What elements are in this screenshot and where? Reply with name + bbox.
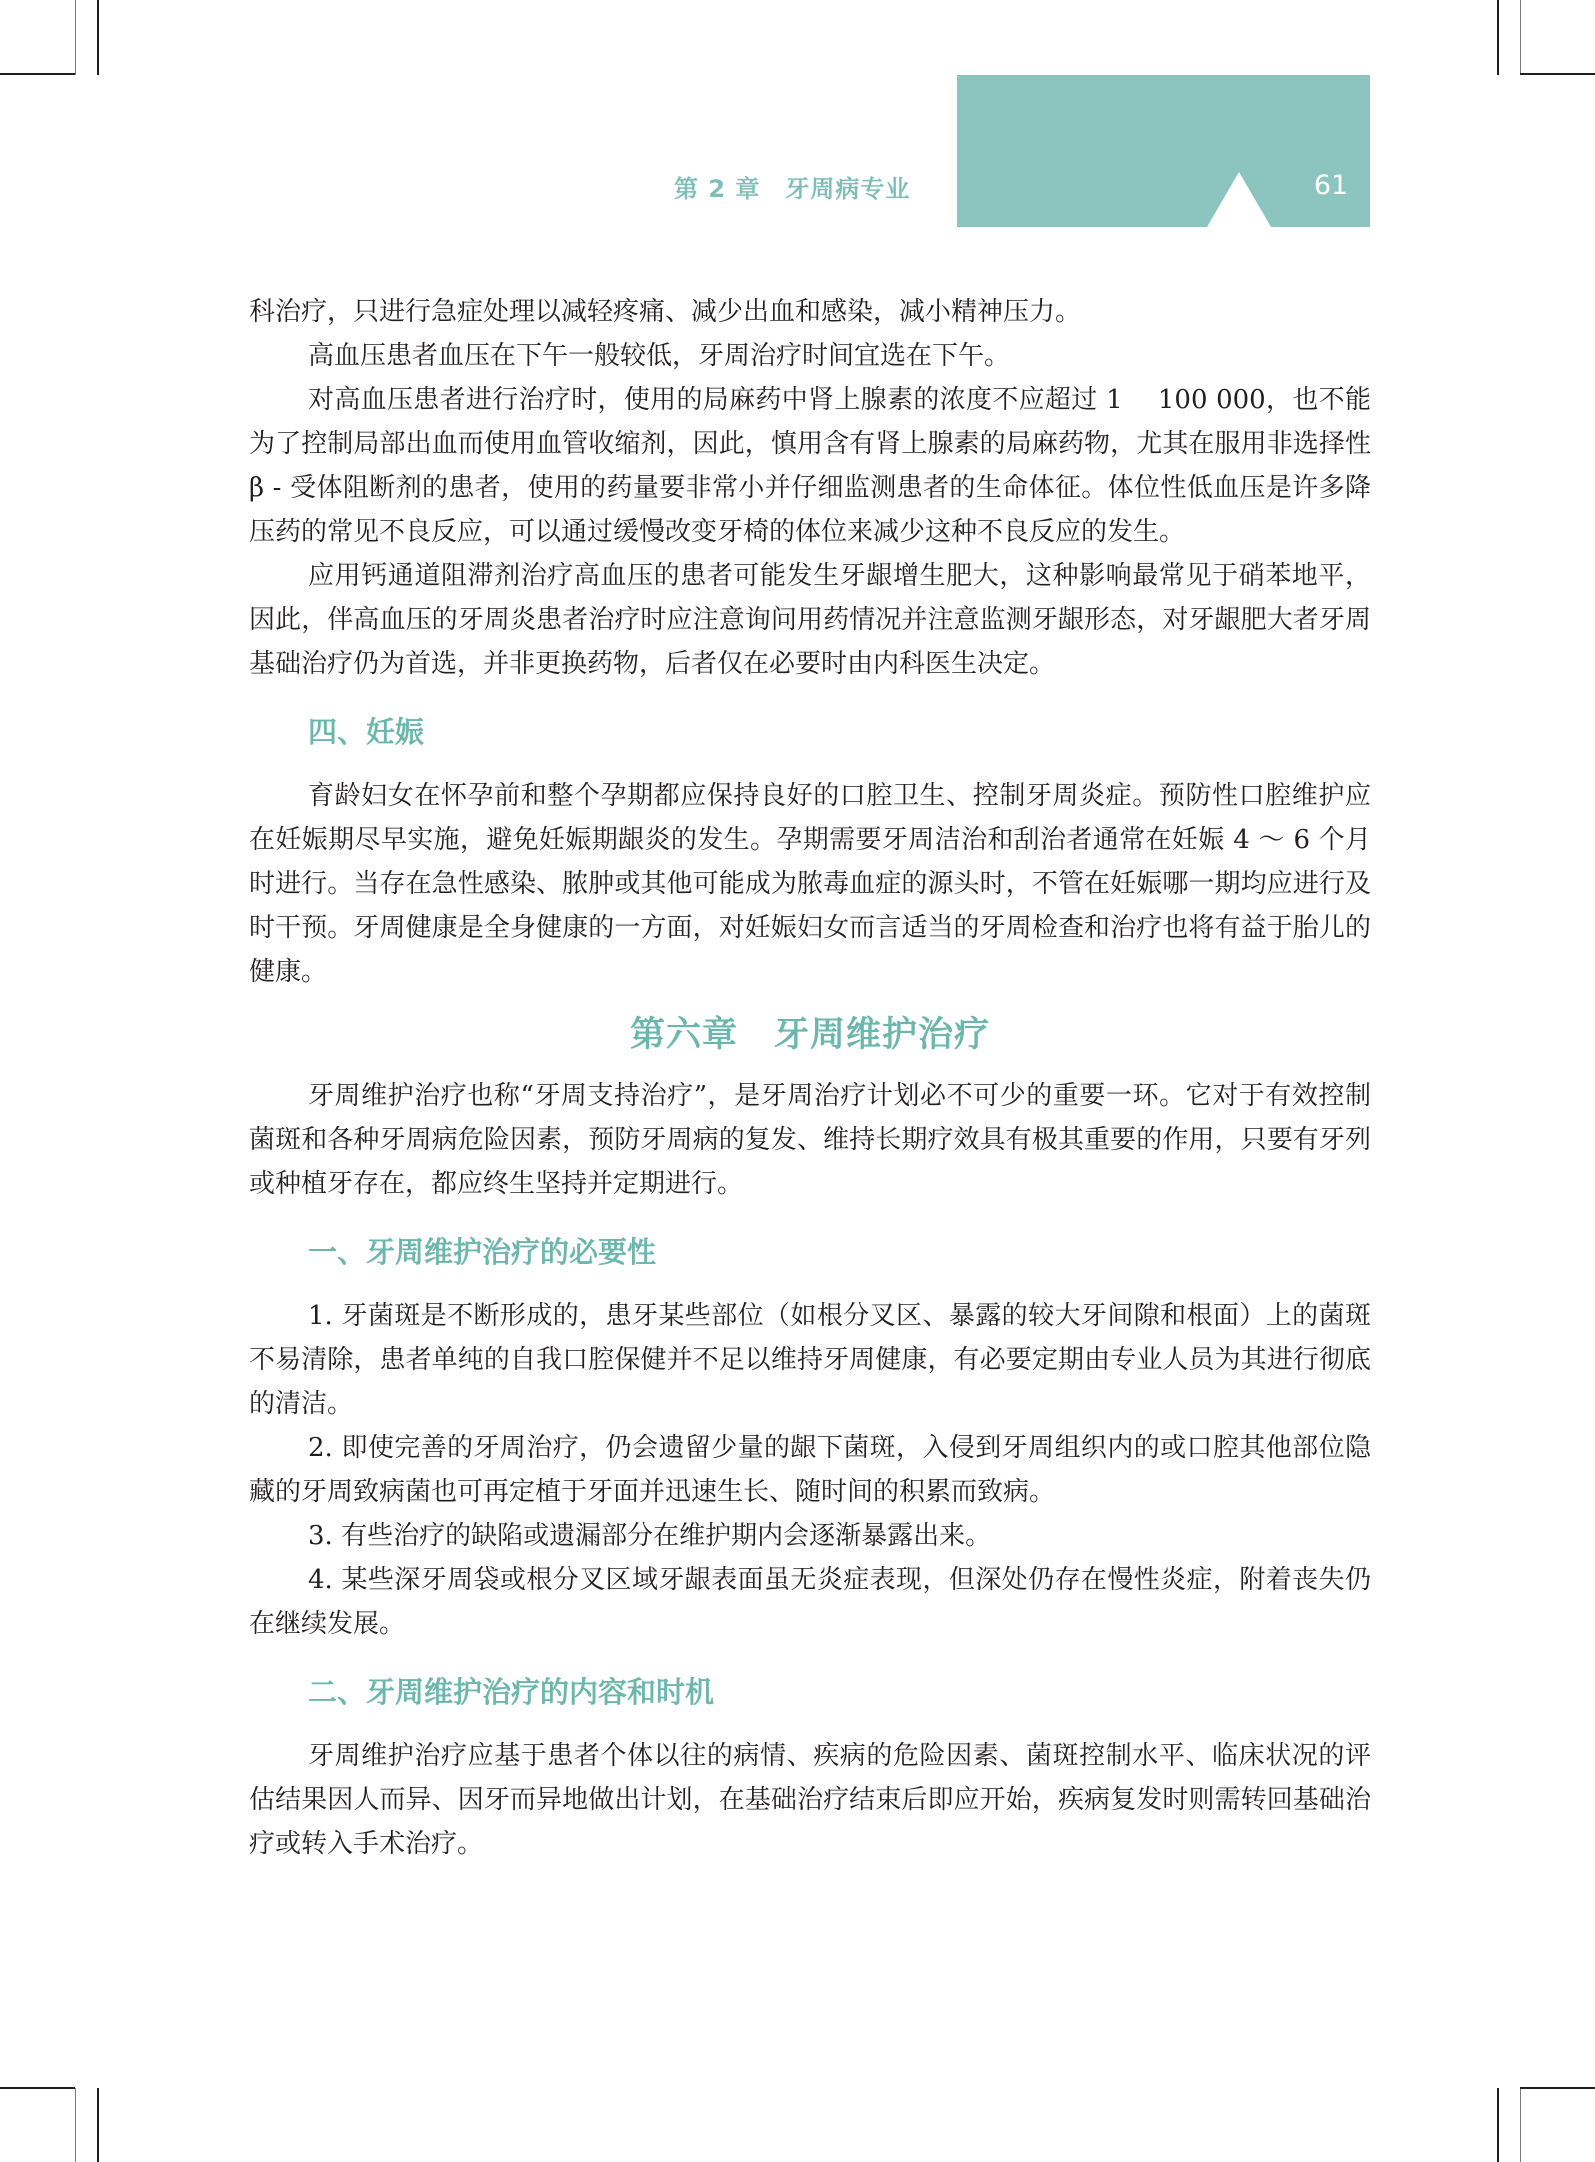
crop-mark-bottom-right-horizontal [1520, 2087, 1595, 2089]
paragraph: 对高血压患者进行治疗时，使用的局麻药中肾上腺素的浓度不应超过 1 100 000，也不能为了控制局部出血而使用血管收缩剂，因此，慎用含有肾上腺素的局麻药物，尤其在服用非选择性 β - 受体阻断剂的患者，使用的药量要非常小并仔细监测患者的生命体征。体位性低血压是许多降压药的常见不良反应，可以通过缓慢改变牙椅的体位来减少这种不良反应的发生。 [249, 385, 1380, 547]
crop-mark-top-left-vertical [97, 0, 99, 75]
header-color-block [957, 75, 1370, 227]
paragraph: 科治疗，只进行急症处理以减轻疼痛、减少出血和感染，减小精神压力。 [249, 297, 1082, 327]
crop-mark-top-left-horizontal [0, 73, 75, 75]
paragraph: 育龄妇女在怀孕前和整个孕期都应保持良好的口腔卫生、控制牙周炎症。预防性口腔维护应在妊娠期尽早实施，避免妊娠期龈炎的发生。孕期需要牙周洁治和刮治者通常在妊娠 4 ～ 6 个月时进行。当存在急性感染、脓肿或其他可能成为脓毒血症的源头时，不管在妊娠哪一期均应进行及时干预。牙周健康是全身健康的一方面，对妊娠妇女而言适当的牙周检查和治疗也将有益于胎儿的健康。 [249, 781, 1371, 987]
list-item: 4. 某些深牙周袋或根分叉区域牙龈表面虽无炎症表现，但深处仍存在慢性炎症，附着丧失仍在继续发展。 [249, 1565, 1371, 1639]
crop-mark-bottom-left-vertical [97, 2088, 99, 2162]
crop-mark-bottom-right-vertical-inner [1520, 2088, 1521, 2162]
page-number: 61 [1313, 170, 1349, 201]
section-heading-necessity: 一、牙周维护治疗的必要性 [308, 1235, 657, 1269]
paragraph: 牙周维护治疗应基于患者个体以往的病情、疾病的危险因素、菌斑控制水平、临床状况的评估结果因人而异、因牙而异地做出计划，在基础治疗结束后即应开始，疾病复发时则需转回基础治疗或转入手术治疗。 [249, 1741, 1371, 1859]
paragraph: 应用钙通道阻滞剂治疗高血压的患者可能发生牙龈增生肥大，这种影响最常见于硝苯地平，因此，伴高血压的牙周炎患者治疗时应注意询问用药情况并注意监测牙龈形态，对牙龈肥大者牙周基础治疗仍为首选，并非更换药物，后者仅在必要时由内科医生决定。 [249, 561, 1371, 679]
crop-mark-top-right-vertical [1497, 0, 1499, 75]
crop-mark-bottom-left-horizontal [0, 2087, 75, 2089]
crop-mark-bottom-left-vertical-inner [75, 2088, 76, 2162]
crop-mark-top-right-vertical-inner [1520, 0, 1521, 75]
list-item: 2. 即使完善的牙周治疗，仍会遗留少量的龈下菌斑，入侵到牙周组织内的或口腔其他部位隐藏的牙周致病菌也可再定植于牙面并迅速生长、随时间的积累而致病。 [249, 1433, 1371, 1507]
crop-mark-bottom-right-vertical [1497, 2088, 1499, 2162]
list-item: 3. 有些治疗的缺陷或遗漏部分在维护期内会逐渐暴露出来。 [308, 1521, 992, 1551]
paragraph: 牙周维护治疗也称“牙周支持治疗”，是牙周治疗计划必不可少的重要一环。它对于有效控制菌斑和各种牙周病危险因素，预防牙周病的复发、维持长期疗效具有极其重要的作用，只要有牙列或种植牙存在，都应终生坚持并定期进行。 [249, 1081, 1371, 1199]
crop-mark-top-left-vertical-inner [75, 0, 76, 75]
list-item: 1. 牙菌斑是不断形成的，患牙某些部位（如根分叉区、暴露的较大牙间隙和根面）上的菌斑不易清除，患者单纯的自我口腔保健并不足以维持牙周健康，有必要定期由专业人员为其进行彻底的清洁。 [249, 1301, 1371, 1419]
section-heading-content-timing: 二、牙周维护治疗的内容和时机 [308, 1675, 715, 1709]
paragraph: 高血压患者血压在下午一般较低，牙周治疗时间宜选在下午。 [308, 341, 1011, 371]
header-notch [1207, 172, 1271, 227]
page-content [249, 290, 1380, 1866]
section-heading-pregnancy: 四、妊娠 [308, 715, 425, 749]
chapter-title: 第六章 牙周维护治疗 [629, 1015, 990, 1055]
crop-mark-top-right-horizontal [1520, 73, 1595, 75]
running-header-chapter: 第 2 章 牙周病专业 [674, 175, 911, 203]
